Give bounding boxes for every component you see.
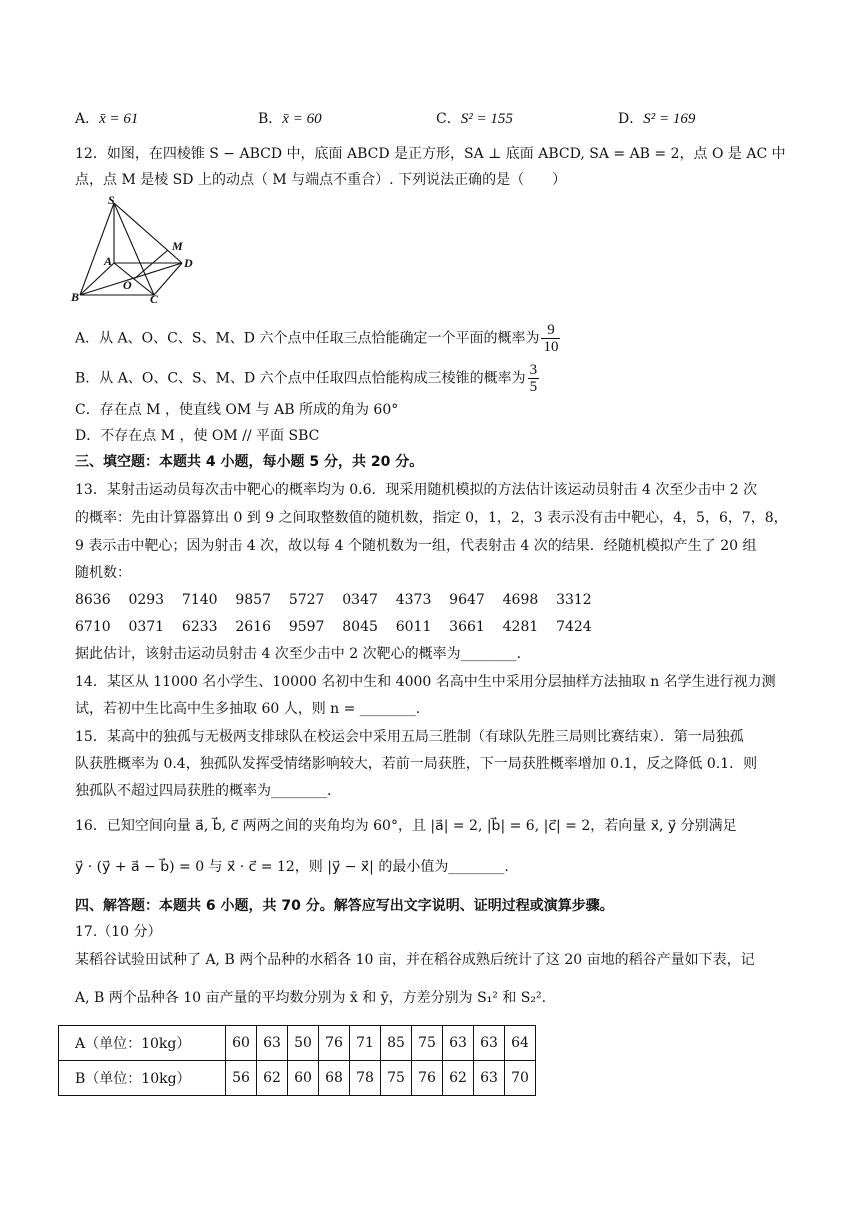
q13-line-5: 据此估计，该射击运动员射击 4 次至少击中 2 次靶心的概率为________. (75, 646, 522, 662)
q11-option-c: C．S² = 155 (436, 111, 513, 127)
yield-table (58, 1025, 536, 1096)
q11-option-d: D．S² = 169 (618, 111, 696, 127)
q13-random-row-2: 6710 0371 6233 2616 9597 8045 6011 3661 4281 7424 (75, 619, 592, 635)
section4-title: 四、解答题：本题共 6 小题，共 70 分。解答应写出文字说明、证明过程或演算步骤。 (75, 898, 614, 914)
label-b: B (71, 290, 80, 304)
q13-random-row-1: 8636 0293 7140 9857 5727 0347 4373 9647 4698 3312 (75, 592, 592, 608)
label-c: C (150, 292, 159, 305)
label-d: D (184, 256, 193, 270)
label-m: M (172, 239, 183, 253)
q14-line-1: 14．某区从 11000 名小学生、10000 名初中生和 4000 名高中生中采用分层抽样方法抽取 n 名学生进行视力测 (75, 674, 776, 690)
fraction-3-5: $\frac{3}{5}$ (529, 362, 538, 395)
q17-line-2: A, B 两个品种各 10 亩产量的平均数分别为 x̄ 和 ȳ，方差分别为 S₁² 和 S₂². (75, 990, 547, 1006)
pyramid-figure (70, 193, 200, 305)
q14-line-2: 试，若初中生比高中生多抽取 60 人，则 n = ________. (75, 701, 421, 717)
q16-line-1: 16．已知空间向量 a⃗, b⃗, c⃗ 两两之间的夹角均为 60°，且 |a⃗| = 2, |b⃗| = 6, |c⃗| = 2，若向量 x⃗, y⃗ 分别满足 (75, 818, 737, 834)
q17-header: 17.（10 分） (75, 924, 162, 940)
q15-line-2: 队获胜概率为 0.4，独孤队发挥受情绪影响较大，若前一局获胜，下一局获胜概率增加 0.1，反之降低 0.1．则 (75, 756, 758, 772)
q12-option-a: A．从 A、O、C、S、M、D 六个点中任取三点恰能确定一个平面的概率为 $\frac{9}{10}$ (75, 322, 559, 355)
section3-title: 三、填空题：本题共 4 小题，每小题 5 分，共 20 分。 (75, 454, 424, 470)
q13-line-4: 随机数： (75, 565, 131, 581)
table-row: A（单位：10kg） 60 63 50 76 71 85 75 63 63 64 (59, 1026, 536, 1061)
q17-line-1: 某稻谷试验田试种了 A, B 两个品种的水稻各 10 亩，并在稻谷成熟后统计了这 20 亩地的稻谷产量如下表，记 (75, 952, 755, 968)
table-row: B（单位：10kg） 56 62 60 68 78 75 76 62 63 70 (59, 1061, 536, 1096)
row-label-b: B（单位：10kg） (59, 1061, 226, 1096)
q12-stem-1: 12．如图，在四棱锥 S − ABCD 中，底面 ABCD 是正方形，SA ⊥ 底面 ABCD, SA = AB = 2，点 O 是 AC 中 (75, 146, 786, 162)
fraction-9-10: $\frac{9}{10}$ (543, 322, 559, 355)
label-s: S (108, 193, 115, 207)
q12-option-c: C．存在点 M ，使直线 OM 与 AB 所成的角为 60° (75, 402, 399, 418)
q11-option-a: A．x̄ = 61 (75, 111, 139, 127)
q11-option-b: B．x̄ = 60 (258, 111, 322, 127)
q16-line-2: y⃗ · (y⃗ + a⃗ − b⃗) = 0 与 x⃗ · c⃗ = 12，则 |y⃗ − x⃗| 的最小值为________. (75, 859, 509, 875)
q13-line-3: 9 表示击中靶心；因为射击 4 次，故以每 4 个随机数为一组，代表射击 4 次的结果．经随机模拟产生了 20 组 (75, 538, 757, 554)
q15-line-1: 15．某高中的独孤与无极两支排球队在校运会中采用五局三胜制（有球队先胜三局则比赛结束）．第一局独孤 (75, 729, 744, 745)
q13-line-2: 的概率：先由计算器算出 0 到 9 之间取整数值的随机数，指定 0，1，2，3 表示没有击中靶心，4，5，6，7，8， (75, 510, 788, 526)
label-a: A (104, 254, 113, 268)
q12-stem-2: 点，点 M 是棱 SD 上的动点（ M 与端点不重合）. 下列说法正确的是（ ） (75, 172, 567, 188)
label-o: O (123, 278, 132, 292)
q13-line-1: 13．某射击运动员每次击中靶心的概率均为 0.6．现采用随机模拟的方法估计该运动员射击 4 次至少击中 2 次 (75, 482, 758, 498)
q12-option-d: D．不存在点 M ，使 OM // 平面 SBC (75, 428, 320, 444)
row-label-a: A（单位：10kg） (59, 1026, 226, 1061)
q12-option-b: B．从 A、O、C、S、M、D 六个点中任取四点恰能构成三棱锥的概率为 $\frac{3}{5}$ (75, 362, 538, 395)
q15-line-3: 独孤队不超过四局获胜的概率为________. (75, 783, 332, 799)
